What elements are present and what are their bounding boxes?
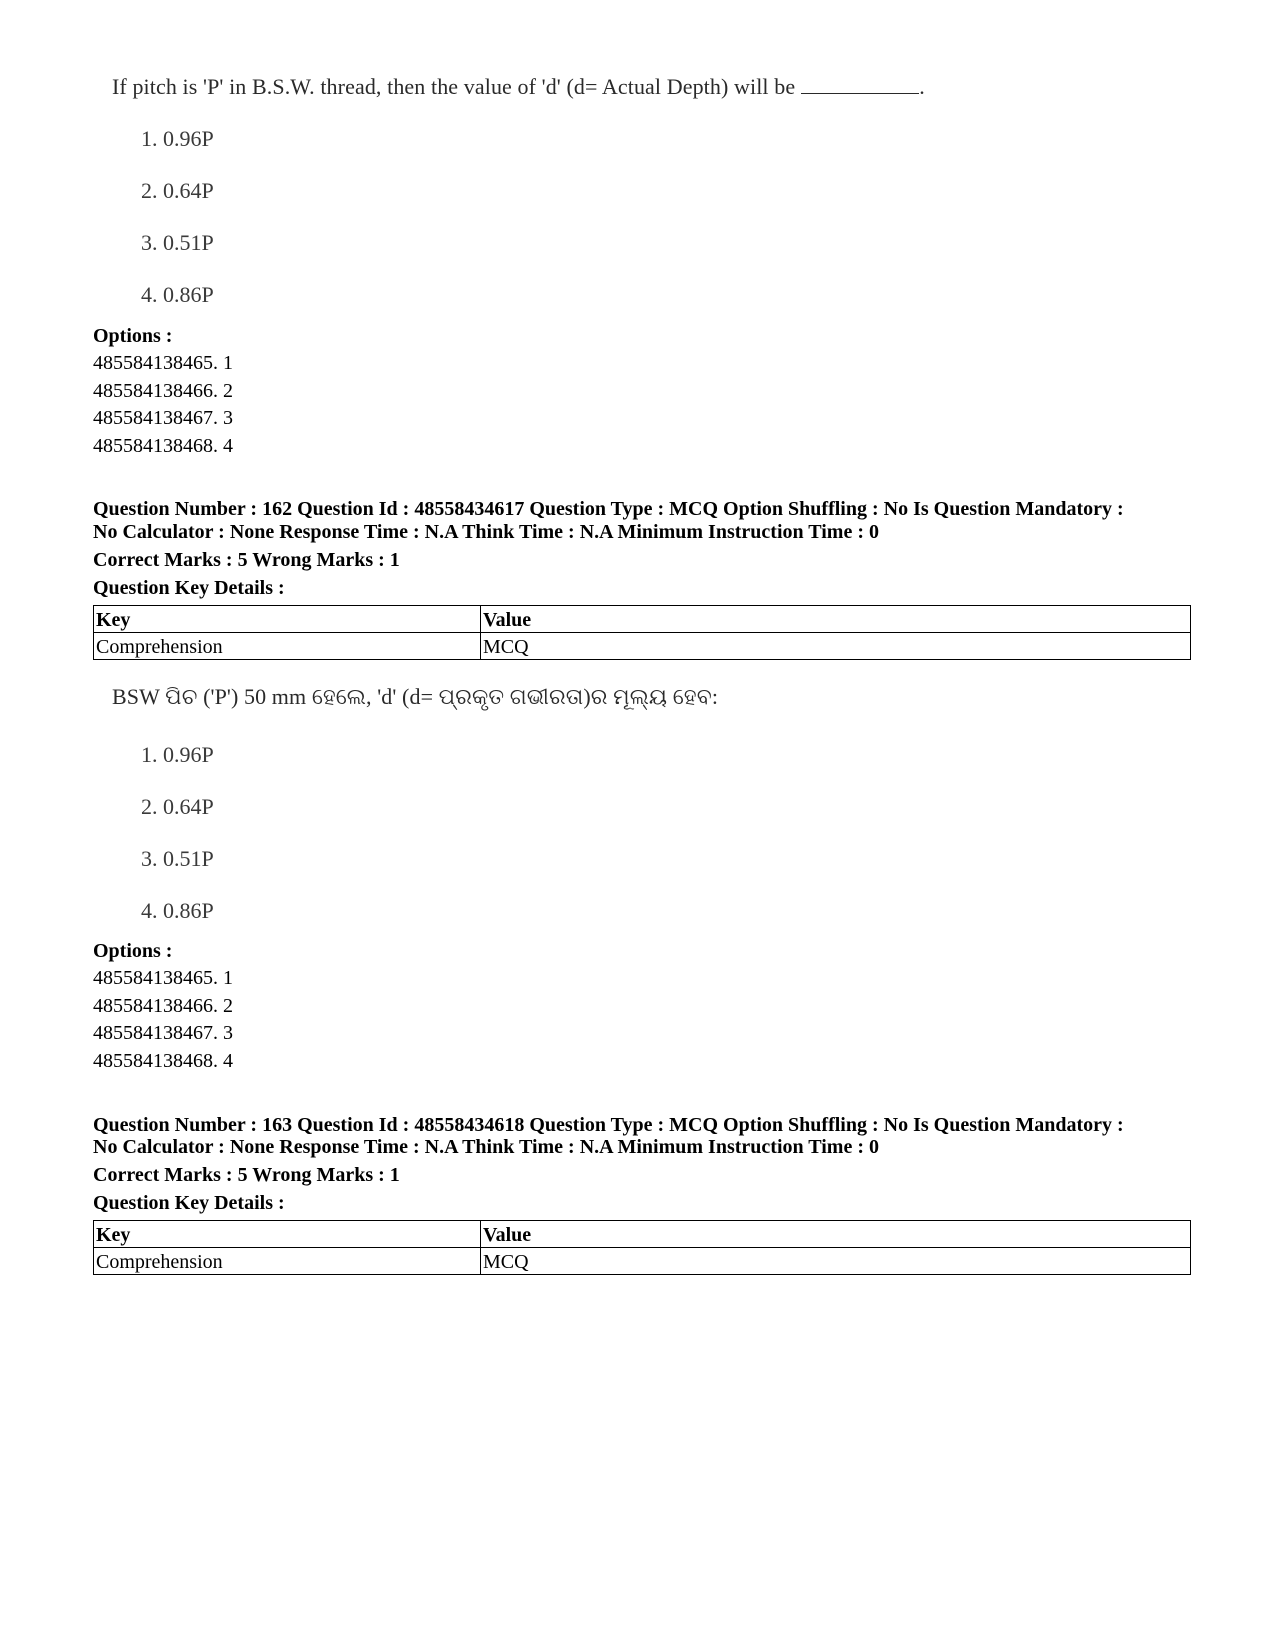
choice-item: 4. 0.86P	[141, 898, 214, 923]
key-details-label: Question Key Details :	[93, 577, 285, 599]
choice-item: 2. 0.64P	[141, 178, 214, 203]
choice-item: 1. 0.96P	[141, 742, 214, 767]
option-line: 485584138465. 1	[93, 967, 233, 989]
table-cell: MCQ	[481, 1248, 1191, 1275]
marks-line: Correct Marks : 5 Wrong Marks : 1	[93, 1164, 400, 1186]
choice-item: 3. 0.51P	[141, 230, 214, 255]
question-text-odia: BSW ପିଚ ('P') 50 mm ହେଲେ, 'd' (d= ପ୍ରକୃତ ଗଭୀରତା)ର ମୂଲ୍ୟ ହେବ:	[112, 684, 719, 709]
answer-blank	[801, 75, 919, 94]
marks-line: Correct Marks : 5 Wrong Marks : 1	[93, 549, 400, 571]
option-line: 485584138467. 3	[93, 407, 233, 429]
key-details-table	[93, 1220, 1191, 1275]
table-header-cell: Value	[481, 1221, 1191, 1248]
table-cell: Comprehension	[94, 1248, 481, 1275]
question-text-body: If pitch is 'P' in B.S.W. thread, then the value of 'd' (d= Actual Depth) will be	[112, 74, 796, 99]
option-line: 485584138468. 4	[93, 435, 233, 457]
table-cell: MCQ	[481, 633, 1191, 660]
choice-item: 4. 0.86P	[141, 282, 214, 307]
choice-item: 2. 0.64P	[141, 794, 214, 819]
table-row	[94, 1248, 1191, 1275]
table-header-cell: Value	[481, 606, 1191, 633]
table-header-row	[94, 1221, 1191, 1248]
key-details-label: Question Key Details :	[93, 1192, 285, 1214]
option-line: 485584138467. 3	[93, 1022, 233, 1044]
question-text	[112, 74, 925, 100]
choice-item: 1. 0.96P	[141, 126, 214, 151]
option-line: 485584138466. 2	[93, 995, 233, 1017]
option-line: 485584138468. 4	[93, 1050, 233, 1072]
key-details-table	[93, 605, 1191, 660]
table-header-row	[94, 606, 1191, 633]
choice-item: 3. 0.51P	[141, 846, 214, 871]
table-cell: Comprehension	[94, 633, 481, 660]
table-header-cell: Key	[94, 1221, 481, 1248]
table-row	[94, 633, 1191, 660]
question-text-end: .	[919, 74, 925, 99]
options-heading: Options :	[93, 325, 173, 347]
option-line: 485584138465. 1	[93, 352, 233, 374]
options-heading: Options :	[93, 940, 173, 962]
option-line: 485584138466. 2	[93, 380, 233, 402]
question-meta-line1: Question Number : 163 Question Id : 48558434618 Question Type : MCQ Option Shuffling : No Is Question Mandatory :	[93, 1114, 1124, 1136]
question-meta-line2: No Calculator : None Response Time : N.A Think Time : N.A Minimum Instruction Time : 0	[93, 1136, 879, 1158]
question-meta-line2: No Calculator : None Response Time : N.A Think Time : N.A Minimum Instruction Time : 0	[93, 521, 879, 543]
table-header-cell: Key	[94, 606, 481, 633]
question-meta-line1: Question Number : 162 Question Id : 48558434617 Question Type : MCQ Option Shuffling : No Is Question Mandatory :	[93, 498, 1124, 520]
